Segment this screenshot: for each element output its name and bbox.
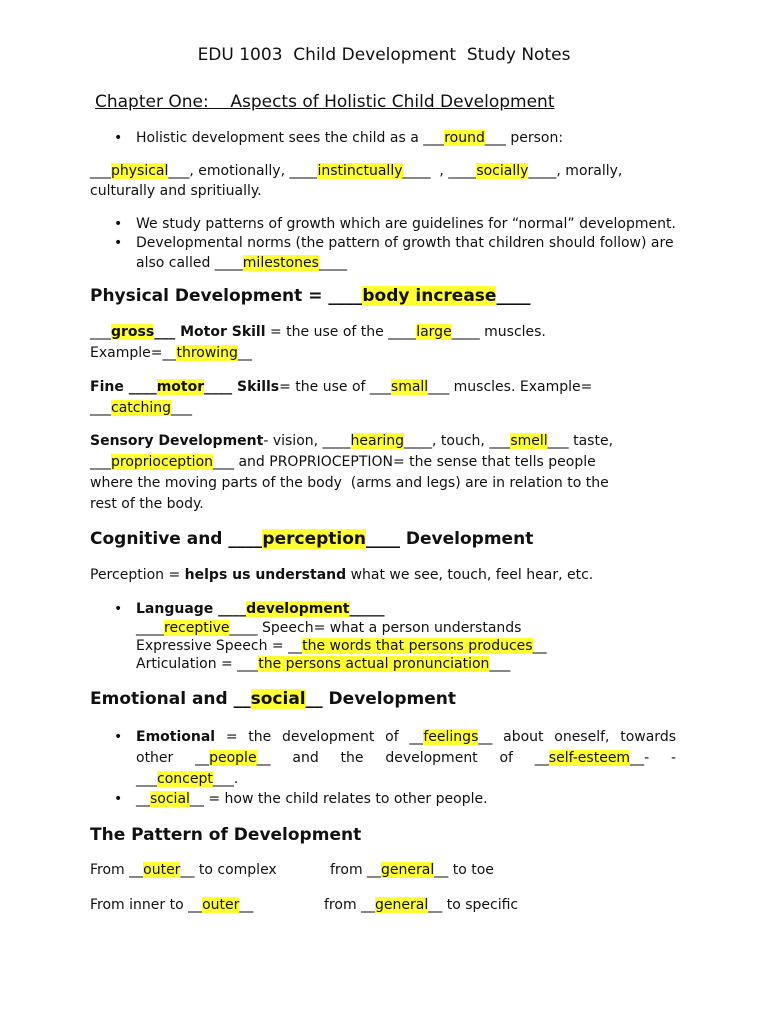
- answer-highlight: feelings: [423, 729, 479, 745]
- expressive-line: Expressive Speech = __the words that persons produces__: [136, 638, 547, 654]
- page-title: EDU 1003 Child Development Study Notes: [197, 45, 571, 65]
- sensory-line-4: rest of the body.: [90, 496, 204, 512]
- physical-heading: Physical Development = ____body increase____: [90, 286, 531, 306]
- answer-highlight: outer: [143, 862, 181, 878]
- answer-highlight: the persons actual pronunciation: [258, 656, 490, 672]
- answer-highlight: general: [381, 862, 435, 878]
- cognitive-heading: Cognitive and ____perception____ Development: [90, 529, 534, 549]
- chapter-heading: Chapter One: Aspects of Holistic Child Development: [95, 92, 555, 112]
- answer-highlight: body increase: [362, 286, 497, 306]
- answer-highlight: the words that persons produces: [302, 638, 533, 654]
- answer-highlight: proprioception: [111, 454, 214, 470]
- bullet-marker: •: [114, 729, 123, 745]
- pattern-row-2-left: From inner to __outer__: [90, 897, 254, 913]
- sensory-line-2: ___proprioception___ and PROPRIOCEPTION= the sense that tells people: [90, 454, 596, 470]
- answer-highlight: people: [209, 750, 257, 766]
- answer-highlight: general: [375, 897, 429, 913]
- gross-motor-line: ___gross___ Motor Skill = the use of the ____large____ muscles.: [90, 324, 546, 340]
- answer-highlight: hearing: [350, 433, 405, 449]
- emotional-line-3: ___concept___.: [136, 771, 239, 787]
- answer-highlight: outer: [202, 897, 240, 913]
- answer-highlight: gross: [111, 324, 155, 340]
- fine-example-line: ___catching___: [90, 400, 192, 416]
- pattern-row-2-right: from __general__ to specific: [324, 897, 519, 913]
- intro-bullet-3-line-2: also called ____milestones____: [136, 255, 347, 271]
- answer-highlight: concept: [157, 771, 213, 787]
- answer-highlight: socially: [476, 163, 529, 179]
- emotional-line-2: other __people__ and the development of __self-esteem__- -: [136, 750, 676, 766]
- receptive-line: ____receptive____ Speech= what a person understands: [136, 620, 522, 636]
- answer-highlight: throwing: [176, 345, 238, 361]
- answer-highlight: receptive: [164, 620, 230, 636]
- intro-paragraph-line-2: culturally and spritiually.: [90, 183, 262, 199]
- bullet-marker: •: [114, 130, 123, 146]
- intro-bullet-3-line-1: Developmental norms (the pattern of growth that children should follow) are: [136, 235, 674, 251]
- answer-highlight: self-esteem: [548, 750, 631, 766]
- bullet-marker: •: [114, 791, 123, 807]
- bullet-marker: •: [114, 235, 123, 251]
- emotional-line-1: Emotional = the development of __feelings__ about oneself, towards: [136, 729, 676, 745]
- answer-highlight: social: [250, 689, 306, 709]
- intro-bullet-1: Holistic development sees the child as a ___round___ person:: [136, 130, 564, 146]
- social-line: __social__ = how the child relates to other people.: [136, 791, 488, 807]
- intro-bullet-2: We study patterns of growth which are guidelines for “normal” development.: [136, 216, 676, 232]
- perception-line: Perception = helps us understand what we see, touch, feel hear, etc.: [90, 567, 594, 583]
- emotional-heading: Emotional and __social__ Development: [90, 689, 456, 709]
- answer-highlight: round: [444, 130, 485, 146]
- answer-highlight: small: [390, 379, 429, 395]
- sensory-line-3: where the moving parts of the body (arms and legs) are in relation to the: [90, 475, 609, 491]
- bullet-marker: •: [114, 601, 123, 617]
- answer-highlight: instinctually: [317, 163, 403, 179]
- intro-paragraph-line-1: ___physical___, emotionally, ____instinctually____ , ____socially____, morally,: [90, 163, 623, 179]
- answer-highlight: development: [246, 601, 350, 617]
- answer-highlight: physical: [111, 163, 169, 179]
- answer-highlight: motor: [156, 379, 205, 395]
- articulation-line: Articulation = ___the persons actual pronunciation___: [136, 656, 511, 672]
- gross-example-line: Example=__throwing__: [90, 345, 252, 361]
- pattern-row-1-left: From __outer__ to complex: [90, 862, 277, 878]
- bullet-marker: •: [114, 216, 123, 232]
- answer-highlight: perception: [262, 529, 366, 549]
- answer-highlight: social: [150, 791, 190, 807]
- answer-highlight: smell: [510, 433, 548, 449]
- answer-highlight: large: [416, 324, 452, 340]
- pattern-heading: The Pattern of Development: [90, 825, 362, 845]
- pattern-row-1-right: from __general__ to toe: [330, 862, 494, 878]
- answer-highlight: milestones: [242, 255, 319, 271]
- sensory-line-1: Sensory Development- vision, ____hearing____, touch, ___smell___ taste,: [90, 433, 614, 449]
- fine-motor-line: Fine ____motor____ Skills= the use of ___small___ muscles. Example=: [90, 379, 593, 395]
- answer-highlight: catching: [111, 400, 171, 416]
- language-line: Language ____development_____: [136, 601, 385, 617]
